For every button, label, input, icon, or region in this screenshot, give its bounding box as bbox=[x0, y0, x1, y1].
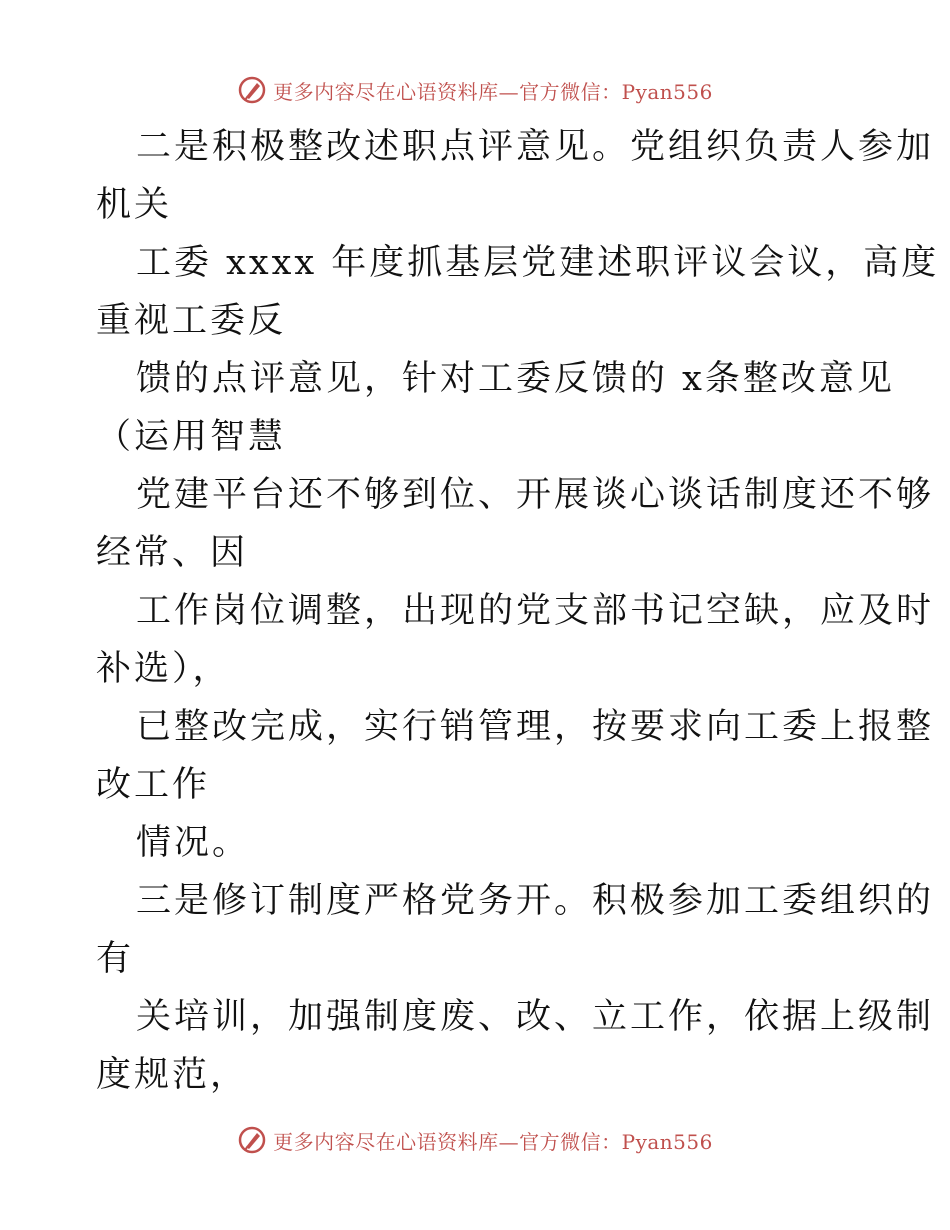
text-line: 馈的点评意见，针对工委反馈的 x条整改意见 bbox=[136, 359, 895, 399]
header-watermark bbox=[0, 72, 950, 108]
text-line: 已整改完成，实行销管理，按要求向工委上报整 bbox=[136, 707, 935, 747]
watermark-text: 更多内容尽在心语资料库—官方微信：Pyan556 bbox=[273, 1129, 713, 1154]
text-line: 工作岗位调整，出现的党支部书记空缺，应及时 bbox=[136, 591, 935, 631]
text-line: 关培训，加强制度废、改、立工作，依据上级制 bbox=[136, 997, 935, 1037]
text-line: 经常、因 bbox=[96, 533, 249, 573]
text-line: 情况。 bbox=[136, 823, 251, 863]
text-line: 机关 bbox=[96, 185, 173, 225]
text-line: 有 bbox=[96, 939, 135, 979]
watermark-text: 更多内容尽在心语资料库—官方微信：Pyan556 bbox=[273, 79, 713, 104]
text-line: 补选）， bbox=[96, 649, 231, 689]
text-line: （运用智慧 bbox=[96, 417, 287, 457]
text-line: 二是积极整改述职点评意见。党组织负责人参加 bbox=[136, 127, 935, 167]
text-line: 三是修订制度严格党务开。积极参加工委组织的 bbox=[136, 881, 935, 921]
text-line: 党建平台还不够到位、开展谈心谈话制度还不够 bbox=[136, 475, 935, 515]
text-line: 改工作 bbox=[96, 765, 211, 805]
text-line: 重视工委反 bbox=[96, 301, 287, 341]
footer-watermark bbox=[0, 1122, 950, 1158]
text-line: 度规范， bbox=[96, 1055, 249, 1095]
quill-pen-logo-icon bbox=[237, 1125, 267, 1155]
document-body bbox=[96, 118, 940, 1104]
text-line: 工委 xxxx 年度抓基层党建述职评议会议，高度 bbox=[136, 243, 940, 283]
quill-pen-logo-icon bbox=[237, 75, 267, 105]
